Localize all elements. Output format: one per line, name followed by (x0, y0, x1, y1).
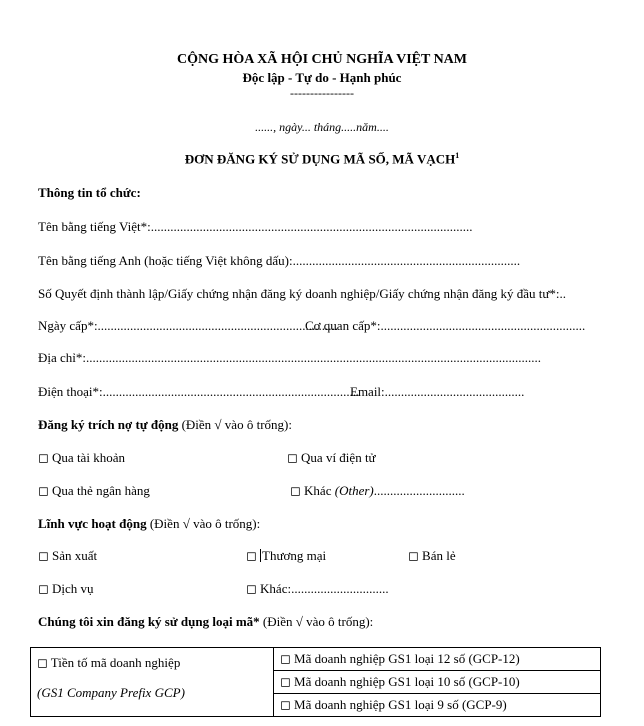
email-field[interactable]: Email:........................................... (350, 384, 525, 399)
address-field[interactable]: Địa chỉ*:............................................................................................................................................ (38, 350, 542, 365)
table-row (31, 648, 601, 671)
motto: Độc lập - Tự do - Hạnh phúc (242, 70, 402, 85)
retail-label: Bán lẻ (422, 548, 456, 563)
field-option-service[interactable]: ◻ Dịch vụ (38, 581, 94, 596)
debit-option-card[interactable]: ◻ Qua thẻ ngân hàng (38, 483, 150, 498)
debit-other-prefix: ◻ Khác (290, 483, 335, 498)
debit-heading-note: (Điền √ vào ô trống): (178, 417, 292, 432)
option-gcp9[interactable]: ◻ Mã doanh nghiệp GS1 loại 9 số (GCP-9) (274, 694, 601, 717)
phone-field[interactable]: Điện thoại*:............................................................................... (38, 384, 360, 399)
field-option-retail[interactable] (408, 548, 456, 564)
field-heading-note: (Điền √ vào ô trống): (146, 516, 261, 531)
date-line: ......, ngày... tháng.....năm.... (255, 120, 389, 134)
title-text: ĐƠN ĐĂNG KÝ SỬ DỤNG MÃ SỐ, MÃ VẠCH (184, 151, 456, 167)
debit-other-italic: (Other) (334, 483, 374, 498)
option-gcp10[interactable]: ◻ Mã doanh nghiệp GS1 loại 10 số (GCP-10) (274, 671, 601, 694)
prefix-label: ◻ Tiền tố mã doanh nghiệp (37, 655, 181, 670)
text-cursor (260, 549, 261, 562)
field-heading-bold: Lĩnh vực hoạt động (38, 516, 147, 531)
code-section-heading (38, 614, 373, 630)
code-type-table (30, 647, 601, 717)
field-option-trade[interactable] (246, 548, 326, 564)
prefix-cell[interactable] (31, 648, 274, 717)
debit-option-other[interactable] (290, 483, 465, 499)
trade-checkbox: ◻ (246, 548, 261, 563)
retail-checkbox: ◻ (408, 548, 423, 563)
code-heading-bold: Chúng tôi xin đăng ký sử dụng loại mã* (38, 614, 260, 629)
field-option-other[interactable]: ◻ Khác:.............................. (246, 581, 389, 596)
issue-date-field[interactable]: Ngày cấp*:.......................................................................... (38, 318, 339, 333)
code-heading-note: (Điền √ vào ô trống): (259, 614, 374, 629)
name-en-field[interactable]: Tên bằng tiếng Anh (hoặc tiếng Việt không dấu):...................................................................... (38, 253, 521, 268)
field-option-production[interactable]: ◻ Sản xuất (38, 548, 98, 563)
debit-option-account[interactable]: ◻ Qua tài khoản (38, 450, 125, 465)
header-divider: ---------------- (290, 86, 354, 100)
option-gcp12[interactable]: ◻ Mã doanh nghiệp GS1 loại 12 số (GCP-12) (274, 648, 601, 671)
debit-option-ewallet[interactable]: ◻ Qua ví điện tử (287, 450, 376, 465)
title-footnote: 1 (455, 151, 460, 160)
decision-field[interactable]: Số Quyết định thành lập/Giấy chứng nhận đăng ký doanh nghiệp/Giấy chứng nhận đăng ký đầu tư*:.. (38, 286, 567, 301)
country-heading: CỘNG HÒA XÃ HỘI CHỦ NGHĨA VIỆT NAM (176, 52, 467, 67)
debit-heading-bold: Đăng ký trích nợ tự động (38, 417, 179, 432)
org-section-heading: Thông tin tổ chức: (38, 185, 141, 200)
debit-section-heading (38, 417, 292, 433)
trade-label: Thương mại (262, 548, 327, 563)
prefix-en-label: (GS1 Company Prefix GCP) (37, 685, 185, 700)
field-section-heading (38, 516, 260, 532)
debit-other-dots: ............................ (373, 483, 465, 498)
issuer-field[interactable]: Cơ quan cấp*:............................................................... (305, 318, 586, 333)
name-vi-field[interactable]: Tên bằng tiếng Việt*:................................................................................................... (38, 219, 473, 234)
document-title (0, 151, 644, 167)
